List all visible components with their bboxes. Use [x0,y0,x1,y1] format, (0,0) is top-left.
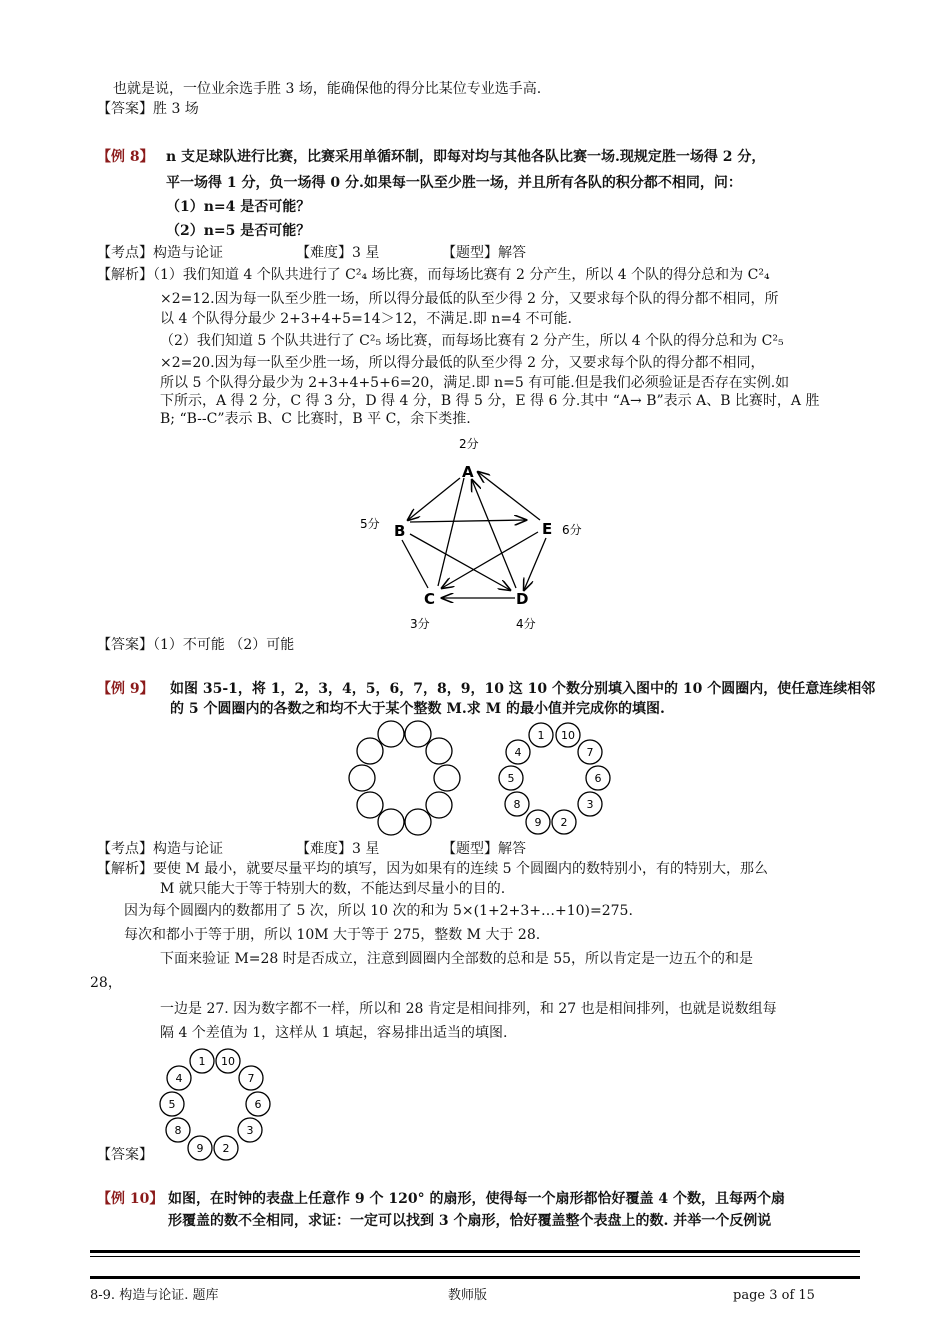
solution-line: 下面来验证 M=28 时是否成立，注意到圆圈内全部数的总和是 55，所以肯定是一边五个的和是 [160,951,754,967]
question-line: （1）n=4 是否可能？ [166,199,311,215]
solution-line: 28， [90,975,122,991]
score-a: 2分 [459,437,479,451]
footer-rule [90,1256,860,1257]
svg-text:2: 2 [222,1142,230,1155]
svg-text:2: 2 [560,816,568,829]
solution-line: ×2=20.因为每一队至少胜一场，所以得分最低的队至少得 2 分，又要求每个队的得分都不相同， [160,355,765,371]
answer-line: 【答案】胜 3 场 [97,101,199,117]
solution-line: 【解析】（1）我们知道 4 个队共进行了 C²₄ 场比赛，而每场比赛有 2 分产生，所以 4 个队的得分总和为 C²₄ [97,267,770,283]
solution-line: 每次和都小于等于朋，所以 10M 大于等于 275，整数 M 大于 28. [124,927,541,943]
svg-text:6: 6 [254,1098,262,1111]
svg-text:1: 1 [198,1055,206,1068]
solution-line: ×2=12.因为每一队至少胜一场，所以得分最低的队至少得 2 分，又要求每个队的得分都不相同，所 [160,291,779,307]
example-9-tag: 【例 9】 [97,681,154,697]
solution-line: M 就只能大于等于特别大的数，不能达到尽量小的目的. [160,881,506,897]
node-b: B [394,522,406,540]
node-e: E [542,520,553,538]
question-line: n 支足球队进行比赛，比赛采用单循环制，即每对均与其他各队比赛一场.现规定胜一场得 2 分， [166,149,766,165]
svg-text:9: 9 [534,816,542,829]
svg-text:10: 10 [561,729,575,742]
edge-b-c [402,540,428,588]
solution-line: 一边是 27. 因为数字都不一样，所以和 28 肯定是相间排列，和 27 也是相间排列，也就是说数组每 [160,1001,777,1017]
svg-text:4: 4 [514,746,522,759]
difficulty-label: 【难度】3 星 [296,245,380,261]
example-10-tag: 【例 10】 [97,1191,164,1207]
svg-text:5: 5 [507,772,515,785]
edge-a-c [438,478,464,586]
answer-circle-ring [152,1044,282,1164]
filled-circle-ring [492,718,622,838]
solution-line: 隔 4 个差值为 1，这样从 1 填起，容易排出适当的填图. [160,1025,508,1041]
score-e: 6分 [562,523,582,537]
text-line: 也就是说，一位业余选手胜 3 场，能确保他的得分比某位专业选手高. [113,81,542,97]
svg-text:6: 6 [594,772,602,785]
footer-left: 8-9. 构造与论证. 题库 [90,1288,219,1303]
edge-e-a [478,472,540,520]
topic-label: 【考点】构造与论证 [97,245,223,261]
footer-rule [90,1276,860,1279]
score-b: 5分 [360,517,380,531]
footer-rule [90,1250,860,1253]
svg-text:3: 3 [586,798,594,811]
question-line: 平一场得 1 分，负一场得 0 分.如果每一队至少胜一场，并且所有各队的积分都不相同，问： [166,175,742,191]
node-c: C [424,590,436,608]
svg-text:7: 7 [586,746,594,759]
type-label: 【题型】解答 [442,245,526,261]
svg-text:3: 3 [246,1124,254,1137]
question-line: 的 5 个圆圈内的各数之和均不大于某个整数 M.求 M 的最小值并完成你的填图. [170,701,665,717]
svg-text:4: 4 [175,1072,183,1085]
svg-text:8: 8 [174,1124,182,1137]
footer-page: page 3 of 15 [733,1288,815,1303]
answer-line: 【答案】（1）不可能 （2）可能 [97,637,295,653]
edge-e-d [524,538,546,590]
type-label: 【题型】解答 [442,841,526,857]
footer-center: 教师版 [448,1288,488,1303]
solution-line: B; “B--C”表示 B、C 比赛时，B 平 C，余下类推. [160,411,471,427]
solution-line: 所以 5 个队得分最少为 2+3+4+5+6=20，满足.即 n=5 有可能.但是我们必须验证是否存在实例.如 [160,375,790,391]
node-d: D [516,590,529,608]
edge-a-b [408,478,460,520]
svg-text:10: 10 [221,1055,235,1068]
solution-line: （2）我们知道 5 个队共进行了 C²₅ 场比赛，而每场比赛有 2 分产生，所以 4 个队的得分总和为 C²₅ [160,333,784,349]
svg-text:9: 9 [196,1142,204,1155]
answer-line: 【答案】 [97,1147,153,1163]
solution-line: 因为每个圆圈内的数都用了 5 次，所以 10 次的和为 5×(1+2+3+…+10)=275. [124,903,633,919]
example-8-tag: 【例 8】 [97,149,154,165]
node-a: A [462,463,474,481]
solution-line: 以 4 个队得分最少 2+3+4+5=14＞12，不满足.即 n=4 不可能. [160,311,572,327]
question-line: （2）n=5 是否可能？ [166,223,311,239]
edge-b-e [410,520,526,522]
svg-text:1: 1 [537,729,545,742]
solution-line: 【解析】要使 M 最小，就要尽量平均的填写，因为如果有的连续 5 个圆圈内的数特别小，有的特别大，那么 [97,861,769,877]
question-line: 如图，在时钟的表盘上任意作 9 个 120° 的扇形，使得每一个扇形都恰好覆盖 4 个数，且每两个扇 [168,1191,785,1207]
svg-text:8: 8 [513,798,521,811]
svg-text:7: 7 [247,1072,255,1085]
tournament-graph [350,430,600,635]
question-line: 如图 35-1，将 1，2，3，4，5，6，7，8，9，10 这 10 个数分别填入图中的 10 个圆圈内，使任意连续相邻 [170,681,876,697]
score-d: 4分 [516,617,536,631]
svg-text:5: 5 [168,1098,176,1111]
score-c: 3分 [410,617,430,631]
empty-circle-ring [340,718,470,838]
solution-line: 下所示，A 得 2 分，C 得 3 分，D 得 4 分，B 得 5 分，E 得 6 分.其中 “A→ B”表示 A、B 比赛时，A 胜 [160,393,820,409]
topic-label: 【考点】构造与论证 [97,841,223,857]
question-line: 形覆盖的数不全相同，求证：一定可以找到 3 个扇形，恰好覆盖整个表盘上的数. 并举一个反例说 [168,1213,772,1229]
difficulty-label: 【难度】3 星 [296,841,380,857]
